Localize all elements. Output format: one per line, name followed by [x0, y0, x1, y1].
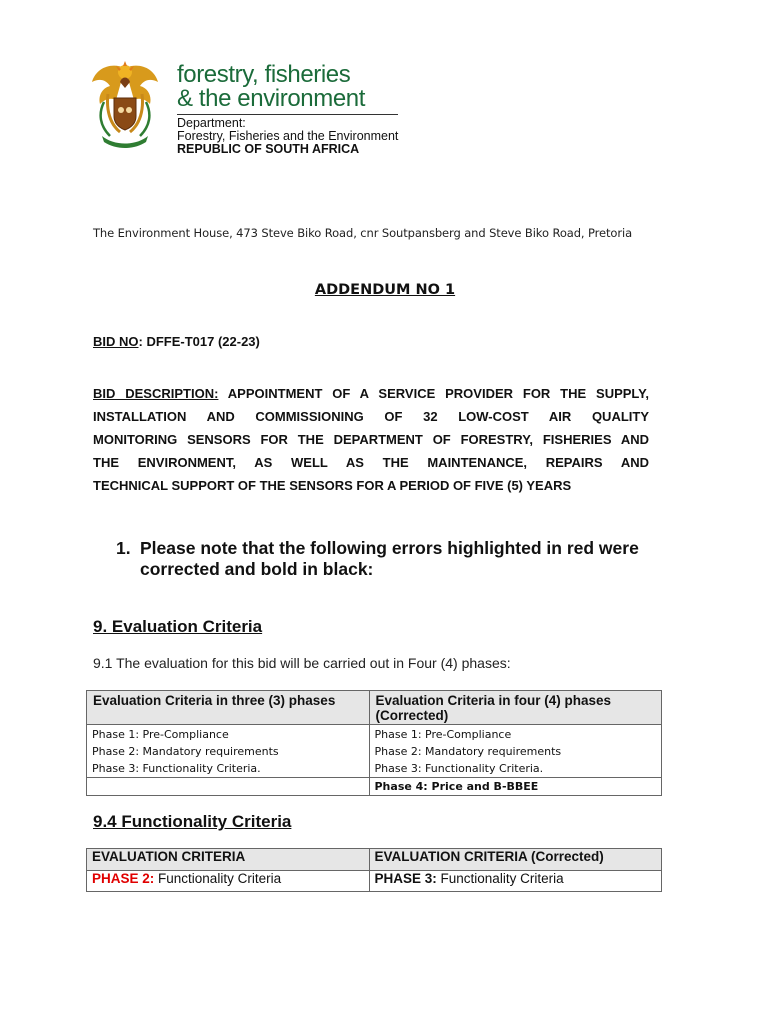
logo-wordmark-line2: & the environment: [177, 85, 365, 112]
phase-label-corrected: PHASE 3:: [374, 871, 437, 886]
section-9-heading: 9. Evaluation Criteria: [93, 617, 263, 636]
table-header-cell: EVALUATION CRITERIA: [87, 849, 370, 871]
section-9-4-heading: 9.4 Functionality Criteria: [93, 812, 292, 831]
table-row: [87, 725, 662, 744]
bid-description-line: TECHNICAL SUPPORT OF THE SENSORS FOR A PERIOD OF FIVE (5) YEARS: [93, 478, 572, 493]
table-header-cell: Evaluation Criteria in four (4) phases (Corrected): [369, 691, 662, 725]
table-cell: Phase 3: Functionality Criteria.: [369, 760, 662, 778]
section-9-intro: 9.1 The evaluation for this bid will be carried out in Four (4) phases:: [93, 655, 511, 671]
evaluation-phases-table: [86, 690, 662, 796]
table-header-cell: EVALUATION CRITERIA (Corrected): [369, 849, 662, 871]
note-text-line2: corrected and bold in black:: [140, 559, 374, 579]
table-cell: PHASE 3: Functionality Criteria: [369, 871, 662, 892]
logo-divider: [177, 114, 398, 115]
coat-of-arms-emblem: [86, 58, 164, 154]
note-text-line1: Please note that the following errors highlighted in red were: [140, 538, 639, 558]
bid-description-label: BID DESCRIPTION:: [93, 386, 219, 401]
bid-number-value: : DFFE-T017 (22-23): [138, 334, 260, 349]
table-cell: PHASE 2: Functionality Criteria: [87, 871, 370, 892]
table-header-cell: Evaluation Criteria in three (3) phases: [87, 691, 370, 725]
table-cell: Phase 1: Pre-Compliance: [87, 725, 370, 744]
bid-number-label: BID NO: [93, 334, 139, 349]
logo-wordmark-line1: forestry, fisheries: [177, 61, 351, 88]
bid-description-line: INSTALLATION AND COMMISSIONING OF 32 LOW-COST AIR QUALITY: [93, 409, 649, 424]
table-row: [87, 743, 662, 760]
department-name: Forestry, Fisheries and the Environment: [177, 129, 399, 143]
table-row: [87, 871, 662, 892]
address-line: The Environment House, 473 Steve Biko Road, cnr Soutpansberg and Steve Biko Road, Pretoria: [93, 226, 633, 240]
table-cell: Phase 2: Mandatory requirements: [87, 743, 370, 760]
document-title: ADDENDUM NO 1: [314, 282, 456, 298]
bid-description-line: THE ENVIRONMENT, AS WELL AS THE MAINTENANCE, REPAIRS AND: [93, 455, 649, 470]
department-label: Department:: [177, 116, 246, 130]
functionality-criteria-table: [86, 848, 662, 892]
bid-description-line: MONITORING SENSORS FOR THE DEPARTMENT OF FORESTRY, FISHERIES AND: [93, 432, 649, 447]
table-cell: Phase 3: Functionality Criteria.: [87, 760, 370, 778]
table-cell: Phase 2: Mandatory requirements: [369, 743, 662, 760]
table-row: [87, 760, 662, 778]
bid-number: [93, 334, 260, 349]
table-cell: [87, 778, 370, 796]
bid-description: [93, 382, 649, 497]
table-header-row: [87, 849, 662, 871]
table-cell: Phase 1: Pre-Compliance: [369, 725, 662, 744]
table-cell-corrected: Phase 4: Price and B-BBEE: [369, 778, 662, 796]
country-name: REPUBLIC OF SOUTH AFRICA: [177, 142, 360, 156]
note-number: 1.: [116, 538, 131, 558]
bid-description-line: BID DESCRIPTION: APPOINTMENT OF A SERVICE PROVIDER FOR THE SUPPLY,: [93, 386, 650, 401]
table-row: [87, 778, 662, 796]
phase-label-incorrect: PHASE 2:: [92, 871, 155, 886]
table-header-row: [87, 691, 662, 725]
